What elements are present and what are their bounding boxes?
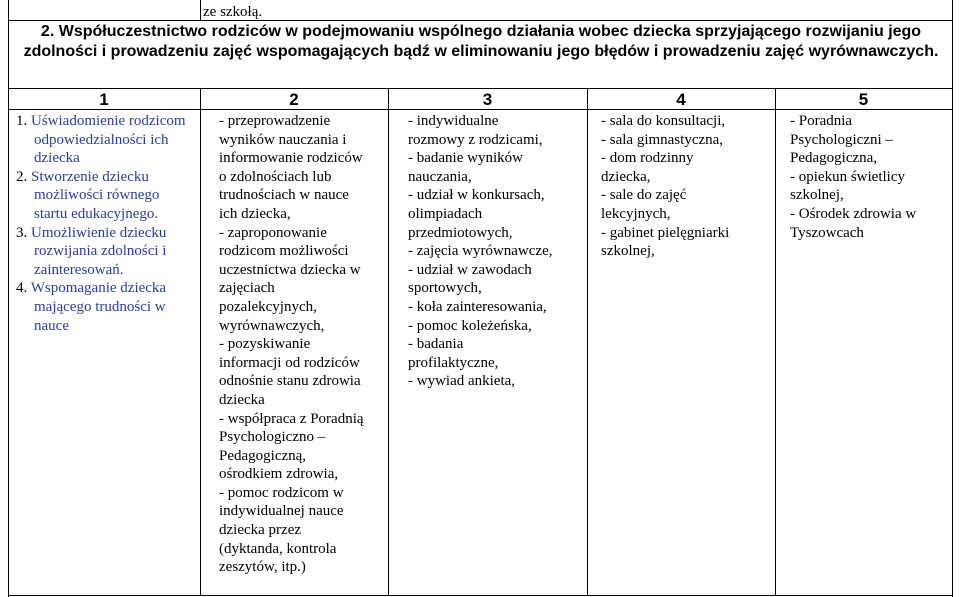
table-border-right [952,0,953,597]
forms-line: przedmiotowych, [408,224,513,241]
methods-line: (dyktanda, kontrola [219,540,337,557]
goals-list [16,112,194,335]
goal-number: 1. [16,113,28,129]
partners-cell [790,112,950,242]
table-border-bottom [8,595,953,596]
places-line: - sale do zajęć [601,187,687,204]
places-line: - sala gimnastyczna, [601,131,724,148]
goal-text: Stworzenie dziecku możliwości równego startu edukacyjnego. [31,168,160,222]
methods-line: - pomoc rodzicom w [219,484,344,501]
forms-line: - zajęcia wyrównawcze, [408,243,553,260]
forms-line: rozmowy z rodzicami, [408,131,543,148]
forms-line: - badania [408,336,464,353]
places-line: - dom rodzinny [601,150,694,167]
methods-line: trudnościach w nauce [219,187,349,204]
previous-row-text: ze szkołą. [203,4,263,20]
goal-item [16,112,194,168]
methods-line: - zaproponowanie [219,224,327,241]
partners-line: Tyszowcach [790,224,864,241]
partners-line: - Ośrodek zdrowia w [790,205,917,222]
forms-line: - indywidualne [408,113,499,129]
methods-line: pozalekcyjnych, [219,298,317,315]
column-divider-1 [200,0,201,20]
title-row-top-border [8,20,953,21]
methods-line: odnośnie stanu zdrowia [219,373,361,390]
partners-line: Psychologiczni – [790,131,893,148]
methods-line: ich dziecka, [219,205,291,222]
goals-cell [16,112,194,335]
forms-line: olimpiadach [408,205,483,222]
forms-cell [408,112,584,391]
column-number-4: 4 [676,90,686,109]
forms-line: nauczania, [408,168,472,185]
column-divider-4 [775,88,776,596]
methods-line: - współpraca z Poradnią [219,410,364,427]
methods-line: dziecka [219,391,265,408]
methods-line: informowanie rodziców [219,150,363,167]
goal-text: Uświadomienie rodzicom odpowiedzialności ich dziecka [31,113,186,167]
methods-line: zajęciach [219,280,275,297]
column-divider-1 [200,88,201,596]
header-row-top-border [8,88,953,89]
goal-item [16,224,194,280]
forms-line: - udział w zawodach [408,261,532,278]
methods-line: wyrównawczych, [219,317,325,334]
goal-item [16,279,194,335]
methods-line: - przeprowadzenie [219,113,331,129]
partners-line: - opiekun świetlicy [790,168,905,185]
methods-line: informacji od rodziców [219,354,360,371]
section-title: 2. Współuczestnictwo rodziców w podejmowaniu wspólnego działania wobec dziecka sprzyjającego rozwijaniu jego zdolności i prowadzeniu zajęć wspomagających bądź w eliminowaniu jego błędów i prowadzeniu zajęć wyrównawczych. [23,23,939,60]
places-line: lekcyjnych, [601,205,671,222]
methods-line: rodzicom możliwości [219,243,349,260]
column-number-1: 1 [99,90,109,109]
forms-line: - udział w konkursach, [408,187,545,204]
column-number-5: 5 [858,90,869,109]
methods-line: o zdolnościach lub [219,168,332,185]
forms-line: sportowych, [408,280,482,297]
goal-number: 4. [16,280,28,297]
methods-line: dziecka przez [219,522,302,539]
forms-line: - koła zainteresowania, [408,298,547,315]
partners-line: szkolnej, [790,187,844,204]
methods-line: - pozyskiwanie [219,336,311,353]
places-cell [601,112,773,261]
partners-line: Pedagogiczna, [790,150,878,167]
places-line: szkolnej, [601,243,655,260]
column-number-2: 2 [289,90,299,109]
places-line: - sala do konsultacji, [601,113,726,129]
methods-line: wyników nauczania i [219,131,347,148]
methods-line: zeszytów, itp.) [219,559,306,576]
column-number-3: 3 [482,90,493,109]
goal-number: 3. [16,224,28,241]
forms-line: - pomoc koleżeńska, [408,317,532,334]
goal-text: Umożliwienie dziecku rozwijania zdolności i zainteresowań. [31,224,167,278]
goal-item [16,168,194,224]
methods-line: Psychologiczno – [219,429,326,446]
forms-line: - wywiad ankieta, [408,373,516,390]
methods-line: indywidualnej nauce [219,503,344,520]
column-divider-3 [587,88,588,596]
forms-line: profilaktyczne, [408,354,499,371]
goal-number: 2. [16,168,28,185]
partners-line: - Poradnia [790,113,853,129]
places-line: - gabinet pielęgniarki [601,224,730,241]
forms-line: - badanie wyników [408,150,523,167]
methods-line: Pedagogiczną, [219,447,307,464]
places-line: dziecka, [601,168,651,185]
methods-cell [219,112,384,577]
column-divider-2 [388,88,389,596]
methods-line: ośrodkiem zdrowia, [219,466,339,483]
goal-text: Wspomaganie dziecka mającego trudności w nauce [30,280,167,334]
methods-line: uczestnictwa dziecka w [219,261,361,278]
